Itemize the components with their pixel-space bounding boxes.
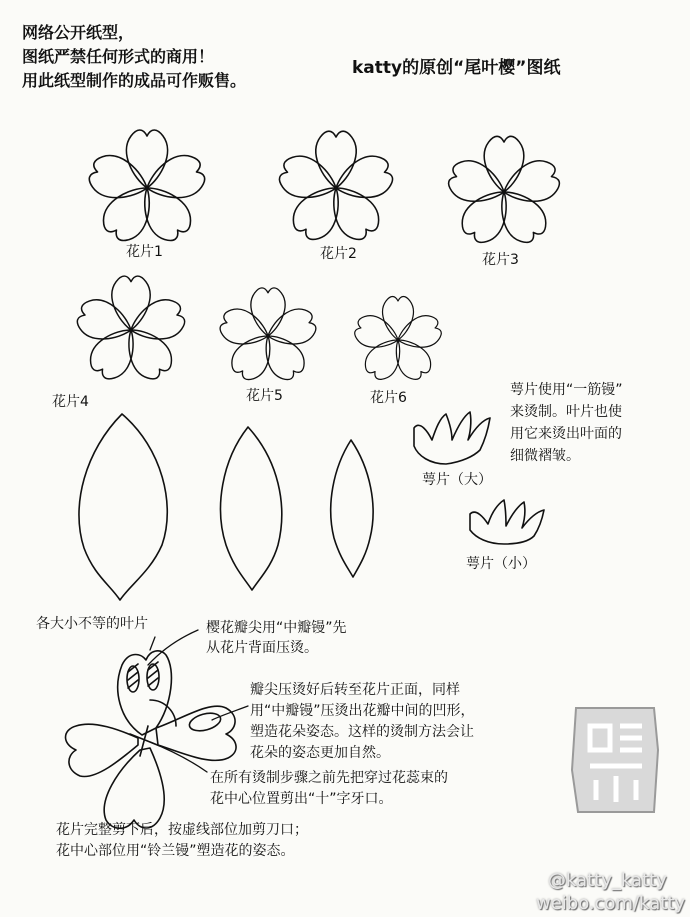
petal-hatch-marks <box>127 662 223 756</box>
petal-shape-3 <box>445 136 563 248</box>
instruction-b-line-1: 瓣尖压烫好后转至花片正面，同样 <box>250 682 460 698</box>
sepal-note-line-2: 来烫制。叶片也使 <box>510 404 622 420</box>
leaf-medium <box>221 427 282 590</box>
instruction-d-line-2: 花中心部位用“铃兰镘”塑造花的姿态。 <box>56 843 295 859</box>
copyright-line-1: 网络公开纸型， <box>22 23 135 42</box>
instruction-c-line-1: 在所有烫制步骤之前先把穿过花蕊束的 <box>210 770 448 786</box>
instruction-c-line-2: 花中心位置剪出“十”字牙口。 <box>210 791 393 807</box>
leaves-label: 各大小不等的叶片 <box>36 616 148 632</box>
petal-shape-1 <box>85 130 208 247</box>
sepal-large-shape <box>414 412 490 464</box>
petal-label-1: 花片1 <box>126 244 163 260</box>
petal-label-4: 花片4 <box>52 394 89 410</box>
instruction-b-line-4: 花朵的姿态更加自然。 <box>250 745 390 761</box>
sepal-small-label: 萼片（小） <box>466 556 536 572</box>
sepal-small-shape <box>470 500 544 544</box>
instruction-b-line-3: 塑造花朵姿态。这样的烫制方法会让 <box>250 724 474 740</box>
petal-label-2: 花片2 <box>320 246 357 262</box>
watermark-handle: @katty_katty <box>548 870 667 891</box>
leaf-large <box>79 414 167 600</box>
petal-label-3: 花片3 <box>482 252 519 268</box>
sepal-large-label: 萼片（大） <box>422 472 492 488</box>
sepal-note-line-3: 用它来烫出叶面的 <box>510 426 622 442</box>
petal-shape-6 <box>352 297 444 385</box>
petal-shape-5 <box>217 288 319 385</box>
instruction-a-line-2: 从花片背面压烫。 <box>206 640 318 656</box>
copyright-line-3: 用此纸型制作的成品可作贩售。 <box>22 71 247 90</box>
seal-stamp <box>572 708 658 812</box>
page-title: katty的原创“尾叶樱”图纸 <box>352 58 561 78</box>
petal-label-6: 花片6 <box>370 390 407 406</box>
leaf-small <box>331 440 373 577</box>
instruction-d-line-1: 花片完整剪下后，按虚线部位加剪刀口； <box>56 822 308 838</box>
instruction-b-line-2: 用“中瓣镘”压烫出花瓣中间的凹形， <box>250 703 475 719</box>
petal-label-5: 花片5 <box>246 388 283 404</box>
watermark-url: weibo.com/katty <box>536 893 686 914</box>
sepal-note-line-1: 萼片使用“一筋镘” <box>510 382 623 398</box>
instruction-a-line-1: 樱花瓣尖用“中瓣镘”先 <box>206 620 347 636</box>
copyright-line-2: 图纸严禁任何形式的商用！ <box>22 47 215 66</box>
sepal-note-line-4: 细微褶皱。 <box>510 448 580 464</box>
petal-shape-4 <box>74 276 188 385</box>
petal-shape-2 <box>276 131 397 246</box>
